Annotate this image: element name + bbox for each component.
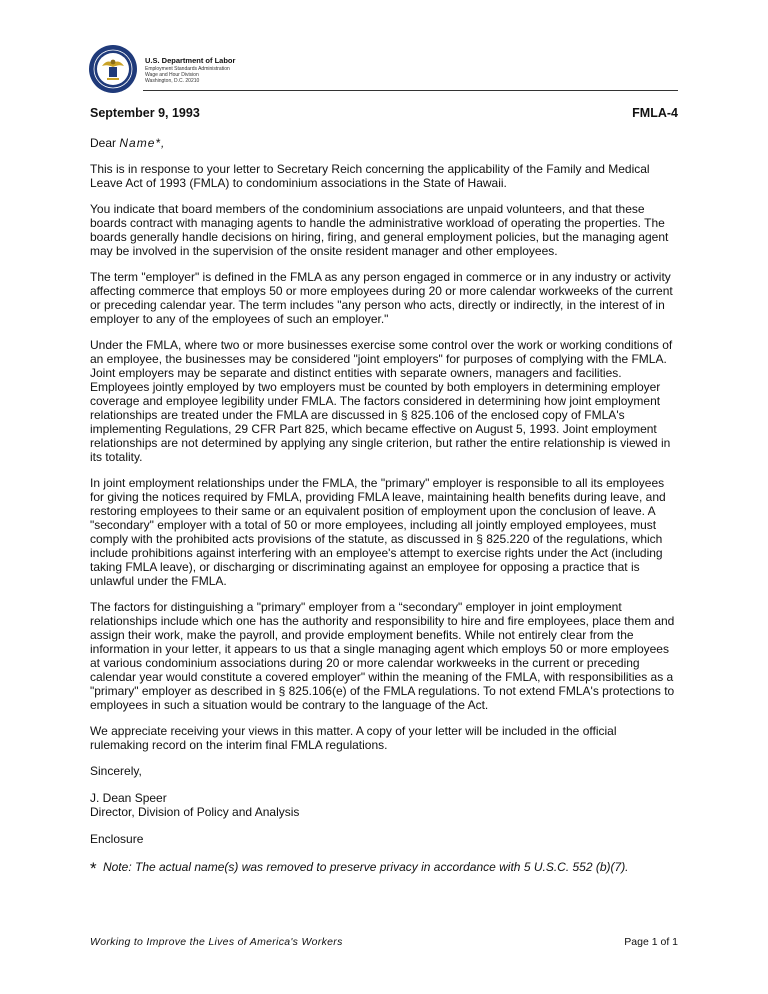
signer-title: Director, Division of Policy and Analysis [90,805,300,819]
page-footer [90,936,678,948]
letterhead-org [145,56,235,85]
letterhead-divider [143,90,678,91]
closing: Sincerely, [90,764,142,778]
enclosure-note: Enclosure [90,832,144,846]
letter-body [90,106,678,876]
agency-line: Employment Standards Administration [145,66,230,72]
signature-block [90,791,678,819]
page-number: Page 1 of 1 [624,936,678,948]
paragraph: You indicate that board members of the condominium associations are unpaid volunteers, and that these boards contract with managing agents to handle the administrative workload of operating the properties. The boards generally handle decisions on hiring, firing, and general employment policies, but the managing agent may be involved in the supervision of the onsite resident manager and other employees. [90,202,669,258]
salutation-dear: Dear [90,136,117,150]
salutation [90,136,678,150]
dateline [90,106,678,120]
paragraph: The factors for distinguishing a "primary" employer from a “secondary" employer in joint employment relationships include which one has the authority and responsibility to hire and fire employees, place them and assign their work, make the payroll, and provide employment benefits. While not entirely clear from the information in your letter, it appears to us that a single managing agent which employs 50 or more employees at various condominium associations during 20 or more calendar workweeks in the current or preceding calendar year would constitute a covered employer" within the meaning of the FMLA, with responsibilities as a "primary" employer as described in § 825.106(e) of the FMLA regulations. To not extend FMLA's protections to employees in such a situation would be contrary to the language of the Act. [90,600,675,712]
dol-seal-icon [88,44,138,94]
redacted-name: Name*, [119,136,166,150]
letter-reference: FMLA-4 [632,106,678,120]
paragraph: The term "employer" is defined in the FMLA as any person engaged in commerce or in any industry or activity affecting commerce that employs 50 or more employees during 20 or more calendar workweeks of the current or preceding calendar year. The term includes "any person who acts, directly or indirectly, in the interest of in employer to any of the employees of such an employer." [90,270,673,326]
letterhead [88,44,678,94]
privacy-footnote [90,860,678,876]
signer-name: J. Dean Speer [90,791,167,805]
letter-date: September 9, 1993 [90,106,200,120]
paragraph: Under the FMLA, where two or more businesses exercise some control over the work or working conditions of an employee, the businesses may be considered "joint employers" for purposes of complying with the FMLA. Joint employers may be separate and distinct entities with separate owners, managers and facilities. Employees jointly employed by two employers must be counted by both employers in determining employer coverage and employee legibility under FMLA. The factors considered in determining how joint employment relationships are treated under the FMLA are discussed in § 825.106 of the enclosed copy of FMLA's implementing Regulations, 29 CFR Part 825, which became effective on August 5, 1993. Joint employment relationships are not determined by applying any single criterion, but rather the entire relationship is viewed in its totality. [90,338,673,464]
paragraph: This is in response to your letter to Secretary Reich concerning the applicability of the Family and Medical Leave Act of 1993 (FMLA) to condominium associations in the State of Hawaii. [90,162,650,190]
footnote-text: Note: The actual name(s) was removed to preserve privacy in accordance with 5 U.S.C. 552 (b)(7). [102,860,629,874]
footnote-marker: * [90,859,97,878]
division-line: Wage and Hour Division [145,72,199,79]
department-name: U.S. Department of Labor [145,56,236,65]
address-line: Washington, D.C. 20210 [145,78,200,85]
footer-motto: Working to Improve the Lives of America's Workers [90,936,343,948]
paragraph: We appreciate receiving your views in this matter. A copy of your letter will be included in the official rulemaking record on the interim final FMLA regulations. [90,724,617,752]
paragraph: In joint employment relationships under the FMLA, the "primary" employer is responsible to all its employees for giving the notices required by FMLA, providing FMLA leave, maintaining health benefits during leave, and restoring employees to their same or an equivalent position of employment upon the conclusion of leave. A "secondary" employer with a total of 50 or more employees, including all jointly employed employees, must comply with the prohibited acts provisions of the statute, as discussed in § 825.220 of the regulations, which include prohibitions against interfering with an employee's attempt to exercise rights under the Act (including taking FMLA leave), or discharging or discriminating against an employee for opposing a practice that is unlawful under the FMLA. [90,476,666,588]
